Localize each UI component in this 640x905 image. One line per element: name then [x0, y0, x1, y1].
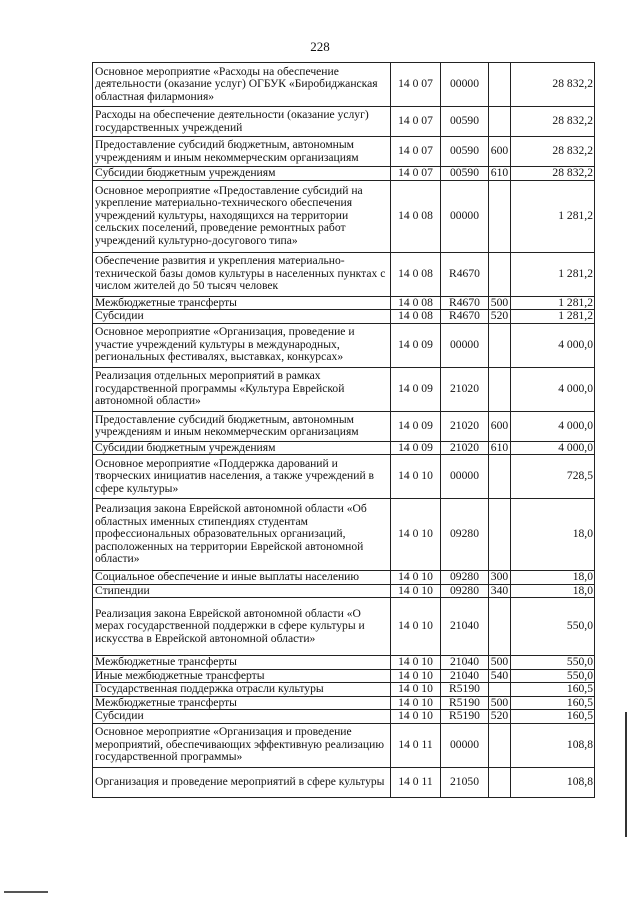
table-row — [93, 441, 595, 455]
table-row — [93, 455, 595, 499]
table-row — [93, 571, 595, 585]
row-expense-type-cell — [489, 180, 511, 252]
row-amount-cell: 108,8 — [511, 767, 595, 797]
row-expense-type-cell — [489, 723, 511, 767]
table-row — [93, 367, 595, 411]
row-direction-cell: 00590 — [441, 167, 489, 181]
budget-table — [92, 62, 595, 798]
row-amount-cell: 1 281,2 — [511, 296, 595, 310]
table-row — [93, 584, 595, 598]
row-direction-cell: 21020 — [441, 367, 489, 411]
row-target-article-cell: 14 0 10 — [391, 696, 441, 710]
row-amount-cell: 1 281,2 — [511, 252, 595, 296]
row-amount-cell: 550,0 — [511, 669, 595, 683]
row-target-article-cell: 14 0 08 — [391, 310, 441, 324]
row-expense-type-cell: 610 — [489, 441, 511, 455]
row-amount-cell: 1 281,2 — [511, 180, 595, 252]
row-target-article-cell: 14 0 10 — [391, 669, 441, 683]
row-name-cell: Реализация закона Еврейской автономной области «О мерах государственной поддержки в сфере культуры и искусства в Еврейской автономной области» — [93, 598, 391, 656]
row-target-article-cell: 14 0 08 — [391, 252, 441, 296]
row-name-cell: Субсидии — [93, 310, 391, 324]
row-expense-type-cell: 600 — [489, 137, 511, 167]
row-direction-cell: 00000 — [441, 723, 489, 767]
row-name-cell: Стипендии — [93, 584, 391, 598]
table-row — [93, 167, 595, 181]
row-amount-cell: 550,0 — [511, 598, 595, 656]
row-amount-cell: 160,5 — [511, 710, 595, 724]
row-direction-cell: R5190 — [441, 710, 489, 724]
row-expense-type-cell: 600 — [489, 411, 511, 441]
table-row — [93, 598, 595, 656]
table-row — [93, 310, 595, 324]
row-target-article-cell: 14 0 07 — [391, 137, 441, 167]
row-name-cell: Обеспечение развития и укрепления материально-технической базы домов культуры в населенных пунктах с числом жителей до 50 тысяч человек — [93, 252, 391, 296]
row-direction-cell: R5190 — [441, 696, 489, 710]
row-amount-cell: 28 832,2 — [511, 63, 595, 107]
row-direction-cell: 21050 — [441, 767, 489, 797]
table-row — [93, 669, 595, 683]
row-expense-type-cell: 520 — [489, 710, 511, 724]
row-name-cell: Субсидии бюджетным учреждениям — [93, 441, 391, 455]
row-amount-cell: 4 000,0 — [511, 367, 595, 411]
row-amount-cell: 18,0 — [511, 584, 595, 598]
row-expense-type-cell — [489, 598, 511, 656]
row-name-cell: Межбюджетные трансферты — [93, 656, 391, 670]
row-direction-cell: 00590 — [441, 137, 489, 167]
row-amount-cell: 28 832,2 — [511, 107, 595, 137]
margin-line — [625, 712, 627, 837]
row-target-article-cell: 14 0 07 — [391, 167, 441, 181]
row-expense-type-cell: 520 — [489, 310, 511, 324]
table-row — [93, 296, 595, 310]
row-target-article-cell: 14 0 07 — [391, 63, 441, 107]
row-target-article-cell: 14 0 10 — [391, 656, 441, 670]
row-expense-type-cell: 540 — [489, 669, 511, 683]
row-amount-cell: 4 000,0 — [511, 411, 595, 441]
row-expense-type-cell: 500 — [489, 696, 511, 710]
row-target-article-cell: 14 0 10 — [391, 683, 441, 697]
row-target-article-cell: 14 0 09 — [391, 323, 441, 367]
row-name-cell: Организация и проведение мероприятий в сфере культуры — [93, 767, 391, 797]
row-amount-cell: 108,8 — [511, 723, 595, 767]
row-name-cell: Основное мероприятие «Организация и проведение мероприятий, обеспечивающих эффективную реализацию государственной программы» — [93, 723, 391, 767]
row-amount-cell: 28 832,2 — [511, 137, 595, 167]
row-target-article-cell: 14 0 10 — [391, 710, 441, 724]
row-target-article-cell: 14 0 09 — [391, 441, 441, 455]
row-name-cell: Основное мероприятие «Организация, проведение и участие учреждений культуры в международных, региональных фестивалях, выставках, конкурсах» — [93, 323, 391, 367]
row-amount-cell: 4 000,0 — [511, 441, 595, 455]
row-amount-cell: 728,5 — [511, 455, 595, 499]
row-direction-cell: 21020 — [441, 441, 489, 455]
row-target-article-cell: 14 0 10 — [391, 584, 441, 598]
row-direction-cell: 00000 — [441, 180, 489, 252]
row-direction-cell: 00000 — [441, 63, 489, 107]
row-direction-cell: 09280 — [441, 571, 489, 585]
table-row — [93, 323, 595, 367]
row-name-cell: Предоставление субсидий бюджетным, автономным учреждениям и иным некоммерческим организациям — [93, 137, 391, 167]
row-expense-type-cell — [489, 107, 511, 137]
row-direction-cell: 00000 — [441, 455, 489, 499]
row-target-article-cell: 14 0 10 — [391, 598, 441, 656]
row-target-article-cell: 14 0 10 — [391, 455, 441, 499]
row-amount-cell: 4 000,0 — [511, 323, 595, 367]
page-number: 228 — [310, 39, 330, 54]
row-name-cell: Иные межбюджетные трансферты — [93, 669, 391, 683]
row-direction-cell: 21040 — [441, 656, 489, 670]
row-target-article-cell: 14 0 10 — [391, 571, 441, 585]
row-name-cell: Основное мероприятие «Расходы на обеспечение деятельности (оказание услуг) ОГБУК «Биробиджанская областная филармония» — [93, 63, 391, 107]
row-name-cell: Предоставление субсидий бюджетным, автономным учреждениям и иным некоммерческим организациям — [93, 411, 391, 441]
table-row — [93, 696, 595, 710]
row-name-cell: Основное мероприятие «Предоставление субсидий на укрепление материально-технического обеспечения учреждений культуры, находящихся на территории сельских поселений, проведение ремонтных работ учреждений культурно-досугового типа» — [93, 180, 391, 252]
row-direction-cell: R4670 — [441, 296, 489, 310]
row-expense-type-cell — [489, 367, 511, 411]
row-expense-type-cell — [489, 499, 511, 571]
row-direction-cell: R4670 — [441, 252, 489, 296]
row-expense-type-cell — [489, 455, 511, 499]
row-name-cell: Реализация закона Еврейской автономной области «Об областных именных стипендиях студентам профессиональных образовательных организаций, расположенных на территории Еврейской автономной области» — [93, 499, 391, 571]
table-row — [93, 252, 595, 296]
table-row — [93, 499, 595, 571]
row-expense-type-cell: 610 — [489, 167, 511, 181]
row-target-article-cell: 14 0 07 — [391, 107, 441, 137]
row-amount-cell: 550,0 — [511, 656, 595, 670]
row-expense-type-cell — [489, 63, 511, 107]
row-name-cell: Социальное обеспечение и иные выплаты населению — [93, 571, 391, 585]
row-expense-type-cell: 340 — [489, 584, 511, 598]
row-expense-type-cell — [489, 323, 511, 367]
table-row — [93, 107, 595, 137]
row-expense-type-cell — [489, 767, 511, 797]
row-name-cell: Реализация отдельных мероприятий в рамках государственной программы «Культура Еврейской автономной области» — [93, 367, 391, 411]
row-amount-cell: 18,0 — [511, 571, 595, 585]
row-target-article-cell: 14 0 11 — [391, 767, 441, 797]
row-target-article-cell: 14 0 09 — [391, 367, 441, 411]
table-row — [93, 723, 595, 767]
table-row — [93, 710, 595, 724]
table-row — [93, 411, 595, 441]
row-direction-cell: 00000 — [441, 323, 489, 367]
table-row — [93, 767, 595, 797]
row-direction-cell: 21040 — [441, 669, 489, 683]
row-name-cell: Субсидии — [93, 710, 391, 724]
row-direction-cell: R4670 — [441, 310, 489, 324]
row-direction-cell: 09280 — [441, 499, 489, 571]
row-target-article-cell: 14 0 08 — [391, 296, 441, 310]
row-target-article-cell: 14 0 09 — [391, 411, 441, 441]
table-row — [93, 137, 595, 167]
row-expense-type-cell: 300 — [489, 571, 511, 585]
row-name-cell: Межбюджетные трансферты — [93, 696, 391, 710]
row-amount-cell: 28 832,2 — [511, 167, 595, 181]
row-target-article-cell: 14 0 10 — [391, 499, 441, 571]
row-direction-cell: 21020 — [441, 411, 489, 441]
row-expense-type-cell: 500 — [489, 296, 511, 310]
row-amount-cell: 160,5 — [511, 683, 595, 697]
corner-mark — [4, 891, 48, 893]
table-row — [93, 63, 595, 107]
row-amount-cell: 1 281,2 — [511, 310, 595, 324]
row-target-article-cell: 14 0 11 — [391, 723, 441, 767]
row-name-cell: Межбюджетные трансферты — [93, 296, 391, 310]
row-expense-type-cell — [489, 252, 511, 296]
table-row — [93, 656, 595, 670]
row-expense-type-cell — [489, 683, 511, 697]
row-name-cell: Субсидии бюджетным учреждениям — [93, 167, 391, 181]
table-row — [93, 180, 595, 252]
budget-table-body — [93, 63, 595, 798]
row-target-article-cell: 14 0 08 — [391, 180, 441, 252]
row-amount-cell: 160,5 — [511, 696, 595, 710]
row-direction-cell: R5190 — [441, 683, 489, 697]
row-name-cell: Расходы на обеспечение деятельности (оказание услуг) государственных учреждений — [93, 107, 391, 137]
table-row — [93, 683, 595, 697]
row-amount-cell: 18,0 — [511, 499, 595, 571]
row-direction-cell: 21040 — [441, 598, 489, 656]
row-direction-cell: 09280 — [441, 584, 489, 598]
row-name-cell: Государственная поддержка отрасли культуры — [93, 683, 391, 697]
row-direction-cell: 00590 — [441, 107, 489, 137]
row-expense-type-cell: 500 — [489, 656, 511, 670]
row-name-cell: Основное мероприятие «Поддержка дарований и творческих инициатив населения, а также учреждений в сфере культуры» — [93, 455, 391, 499]
